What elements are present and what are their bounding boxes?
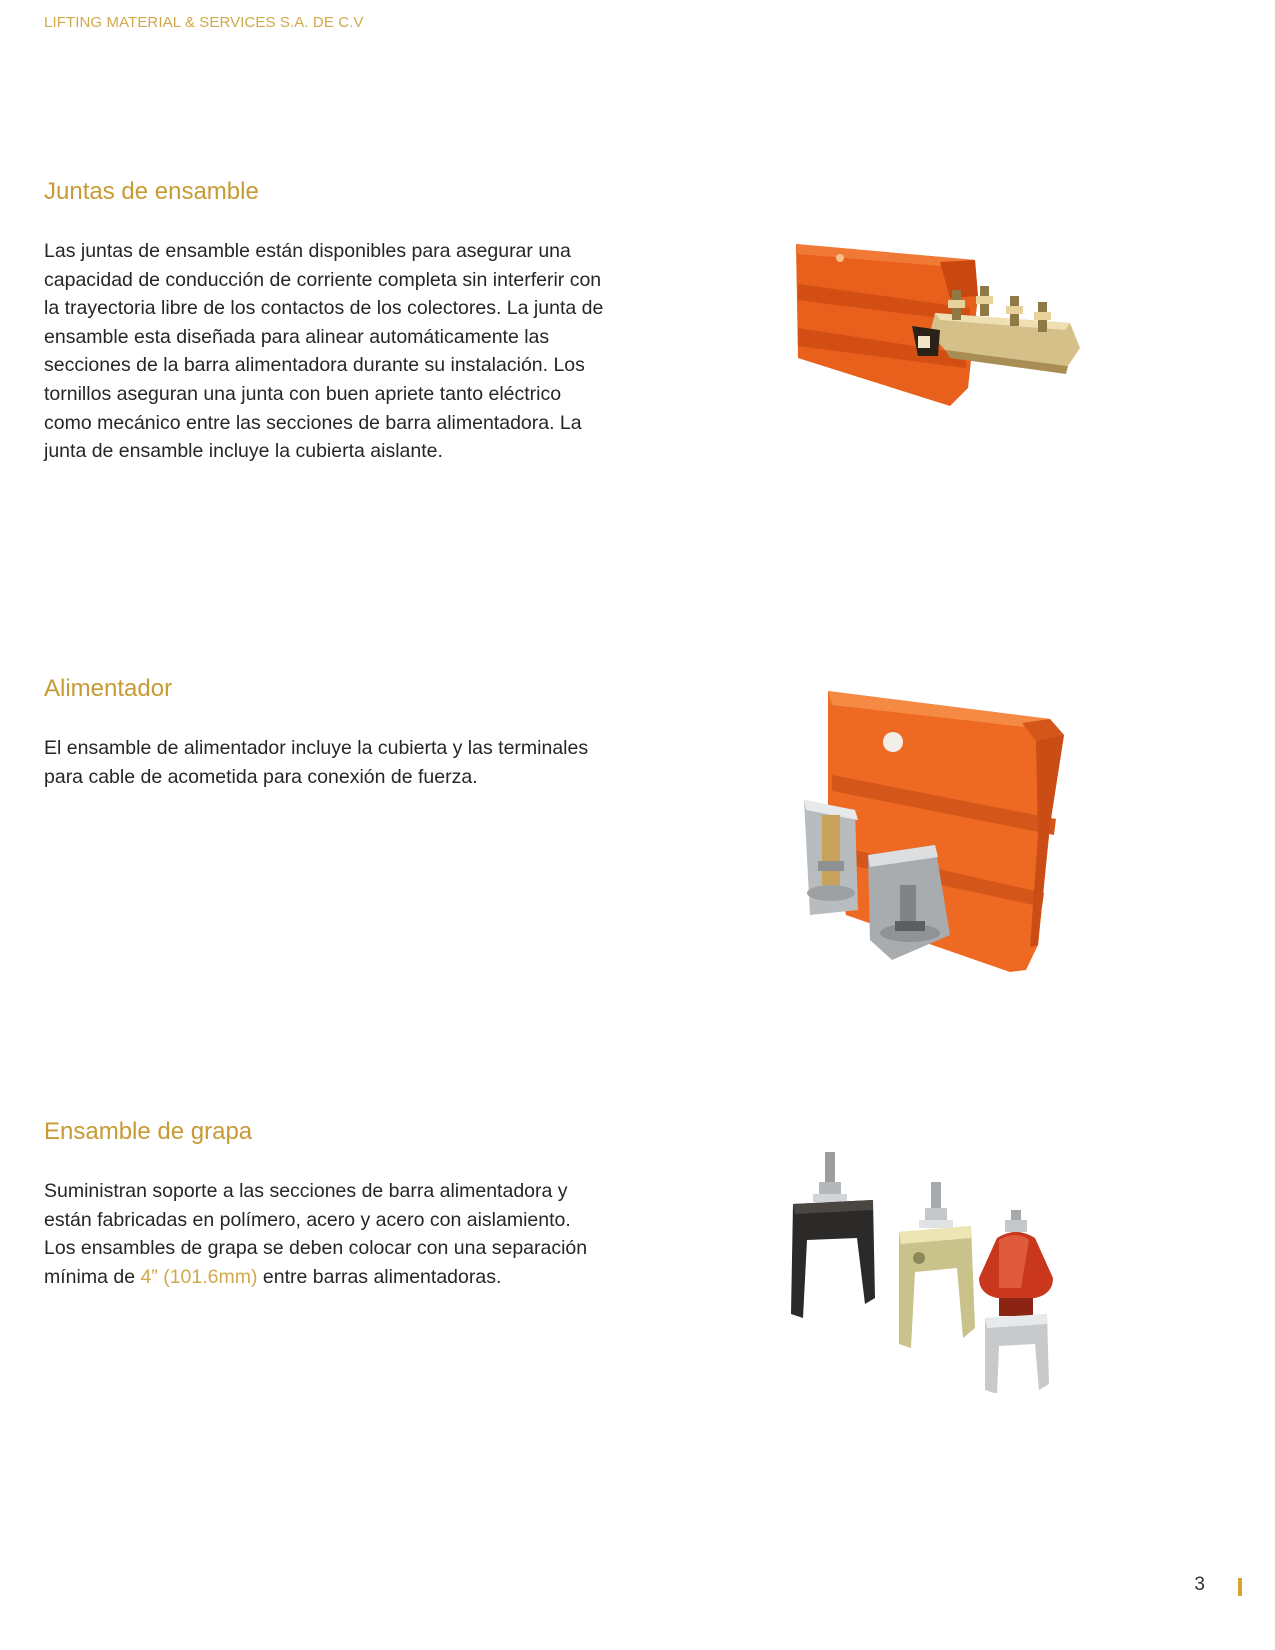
section-title-alimentador: Alimentador	[44, 675, 173, 702]
page-number: 3	[1194, 1574, 1205, 1595]
section-body-grapa	[44, 1177, 604, 1291]
section-body-juntas: Las juntas de ensamble están disponibles para asegurar una capacidad de conducción de corriente completa sin interferir con la trayectoria libre de los contactos de los colectores. La junta de ensamble esta diseñada para alinear automáticamente las secciones de la barra alimentadora durante su instalación. Los tornillos aseguran una junta con buen apriete tanto eléctrico como mecánico entre las secciones de barra alimentadora. La junta de ensamble incluye la cubierta aislante.	[44, 240, 604, 463]
grapa-body-before: Suministran soporte a las secciones de barra alimentadora y están fabricadas en polímero, acero y acero con aislamiento. Los ensambles de grapa se deben colocar con una separación mínima de	[44, 1180, 588, 1288]
section-title-grapa: Ensamble de grapa	[44, 1118, 253, 1145]
hanger-clamps-image	[785, 1148, 1075, 1393]
section-title-juntas: Juntas de ensamble	[44, 178, 259, 205]
page-number-accent-bar	[1238, 1578, 1242, 1596]
feed-assembly-image	[800, 685, 1090, 975]
company-header: LIFTING MATERIAL & SERVICES S.A. DE C.V	[44, 14, 364, 31]
grapa-body-after: entre barras alimentadoras.	[257, 1265, 502, 1288]
splice-joint-image	[790, 238, 1090, 413]
grapa-spacing-value: 4” (101.6mm)	[140, 1265, 258, 1288]
section-body-alimentador: El ensamble de alimentador incluye la cubierta y las terminales para cable de acometida para conexión de fuerza.	[44, 737, 589, 788]
